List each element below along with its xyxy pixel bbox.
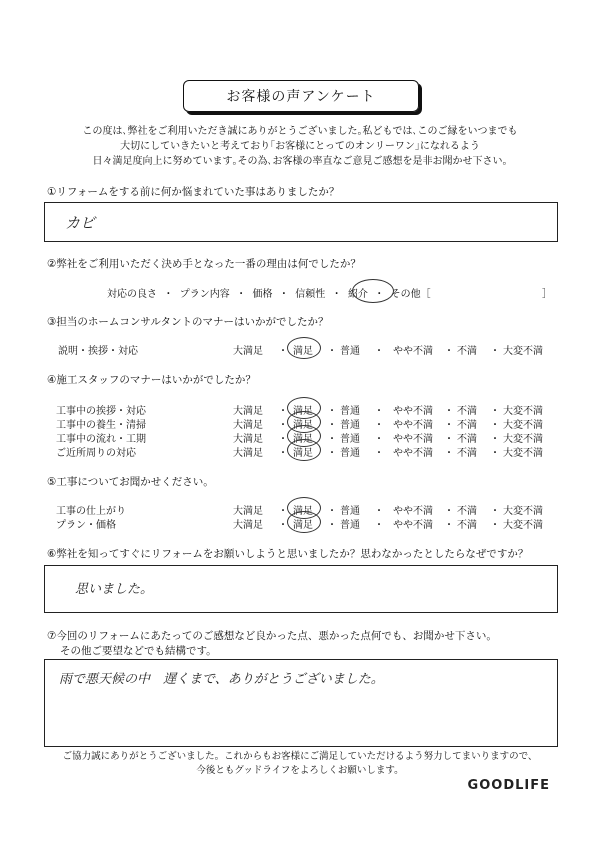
survey-title bbox=[183, 80, 419, 112]
survey-title-text: お客様の声アンケート bbox=[226, 89, 376, 105]
rating-option[interactable]: 普通 bbox=[340, 520, 360, 531]
q2-option-selected[interactable]: 紹介 bbox=[347, 289, 368, 300]
selection-circle bbox=[287, 439, 321, 461]
rating-option-selected[interactable]: 満足 bbox=[293, 434, 313, 445]
rating-option[interactable]: 不満 bbox=[457, 420, 477, 431]
rating-separator: ・ bbox=[490, 434, 500, 445]
q2-option[interactable]: 対応の良さ bbox=[107, 289, 157, 300]
q2-option[interactable]: その他［ bbox=[390, 289, 431, 300]
rating-separator: ・ bbox=[490, 506, 500, 517]
intro-line: 日々満足度向上に努めています｡その為､お客様の率直なご意見ご感想を是非お聞かせ下さい｡ bbox=[92, 156, 508, 167]
rating-option[interactable]: 大満足 bbox=[233, 506, 263, 517]
rating-separator: ・ bbox=[490, 420, 500, 431]
rating-option[interactable]: 普通 bbox=[340, 420, 360, 431]
rating-option[interactable]: 大満足 bbox=[233, 520, 263, 531]
rating-option[interactable]: 大変不満 bbox=[503, 506, 543, 517]
intro-line: この度は､弊社をご利用いただき誠にありがとうございました｡私どもでは､このご縁をいつまでも bbox=[82, 126, 518, 137]
rating-separator: ・ bbox=[374, 406, 384, 417]
q4-item-label: 工事中の養生・清掃 bbox=[56, 420, 146, 431]
q2-option[interactable]: 信頼性 bbox=[295, 289, 326, 300]
rating-option[interactable]: やや不満 bbox=[393, 346, 433, 357]
rating-separator: ・ bbox=[327, 434, 337, 445]
rating-option[interactable]: 不満 bbox=[457, 434, 477, 445]
answer-6-text: 思いました。 bbox=[75, 582, 154, 597]
rating-option[interactable]: 不満 bbox=[457, 520, 477, 531]
answer-box-1[interactable] bbox=[44, 202, 558, 242]
rating-separator: ・ bbox=[444, 506, 454, 517]
rating-option[interactable]: 不満 bbox=[457, 346, 477, 357]
rating-option[interactable]: 大変不満 bbox=[503, 434, 543, 445]
rating-option[interactable]: やや不満 bbox=[393, 406, 433, 417]
rating-option[interactable]: 大変不満 bbox=[503, 420, 543, 431]
rating-separator: ・ bbox=[327, 346, 337, 357]
rating-option[interactable]: 普通 bbox=[340, 346, 360, 357]
q3-item-label: 説明・挨拶・対応 bbox=[58, 346, 138, 357]
rating-option[interactable]: やや不満 bbox=[393, 448, 433, 459]
q2-options: 対応の良さ ・ プラン内容 ・ 価格 ・ 信頼性 ・ 紹介 ・ その他［ bbox=[107, 289, 431, 300]
rating-separator: ・ bbox=[374, 346, 384, 357]
rating-separator: ・ bbox=[444, 434, 454, 445]
answer-box-6[interactable] bbox=[44, 565, 558, 613]
rating-option[interactable]: 大変不満 bbox=[503, 448, 543, 459]
rating-separator: ・ bbox=[327, 406, 337, 417]
q5-item-label: 工事の仕上がり bbox=[56, 506, 126, 517]
selection-circle bbox=[352, 279, 394, 303]
rating-separator: ・ bbox=[278, 520, 288, 531]
rating-option[interactable]: 普通 bbox=[340, 506, 360, 517]
answer-7-text: 雨で悪天候の中 遅くまで、ありがとうございました。 bbox=[59, 672, 384, 687]
rating-separator: ・ bbox=[444, 420, 454, 431]
rating-separator: ・ bbox=[374, 448, 384, 459]
footer-text bbox=[0, 750, 600, 778]
question-3: ③担当のホームコンサルタントのマナーはいかがでしたか？ bbox=[47, 316, 329, 328]
rating-separator: ・ bbox=[278, 506, 288, 517]
q5-item-label: プラン・価格 bbox=[56, 520, 116, 531]
rating-separator: ・ bbox=[327, 506, 337, 517]
rating-option[interactable]: 大変不満 bbox=[503, 346, 543, 357]
rating-option[interactable]: 不満 bbox=[457, 448, 477, 459]
q4-item-label: 工事中の挨拶・対応 bbox=[56, 406, 146, 417]
q2-bracket-close: ］ bbox=[542, 289, 552, 300]
rating-separator: ・ bbox=[444, 406, 454, 417]
rating-separator: ・ bbox=[278, 434, 288, 445]
rating-option[interactable]: 大満足 bbox=[233, 406, 263, 417]
rating-separator: ・ bbox=[278, 406, 288, 417]
q4-item-label: ご近所周りの対応 bbox=[56, 448, 136, 459]
rating-option[interactable]: 大満足 bbox=[233, 420, 263, 431]
rating-separator: ・ bbox=[490, 520, 500, 531]
answer-box-7[interactable] bbox=[44, 659, 558, 747]
intro-text bbox=[0, 124, 600, 169]
rating-option[interactable]: 大満足 bbox=[233, 448, 263, 459]
rating-separator: ・ bbox=[444, 448, 454, 459]
rating-separator: ・ bbox=[327, 520, 337, 531]
intro-line: 大切にしていきたいと考えており｢お客様にとってのオンリーワン｣になれるよう bbox=[120, 141, 480, 152]
goodlife-logo: GOODLIFE bbox=[467, 778, 550, 793]
rating-separator: ・ bbox=[374, 520, 384, 531]
rating-option[interactable]: 大変不満 bbox=[503, 406, 543, 417]
rating-separator: ・ bbox=[327, 448, 337, 459]
rating-option[interactable]: やや不満 bbox=[393, 506, 433, 517]
rating-separator: ・ bbox=[374, 506, 384, 517]
q2-option[interactable]: プラン内容 bbox=[179, 289, 230, 300]
rating-option[interactable]: やや不満 bbox=[393, 520, 433, 531]
rating-separator: ・ bbox=[444, 520, 454, 531]
rating-option-selected[interactable]: 満足 bbox=[293, 406, 313, 417]
question-4: ④施工スタッフのマナーはいかがでしたか？ bbox=[47, 374, 256, 386]
rating-option[interactable]: 普通 bbox=[340, 406, 360, 417]
question-6: ⑥弊社を知ってすぐにリフォームをお願いしようと思いましたか？思わなかったとしたらなぜですか？ bbox=[47, 548, 529, 560]
rating-option[interactable]: やや不満 bbox=[393, 420, 433, 431]
rating-separator: ・ bbox=[374, 420, 384, 431]
rating-option-selected[interactable]: 満足 bbox=[293, 346, 313, 357]
rating-option-selected[interactable]: 満足 bbox=[293, 448, 313, 459]
footer-line: ご協力誠にありがとうございました。これからもお客様にご満足していただけるよう努力してまいりますので、 bbox=[62, 751, 538, 762]
rating-option[interactable]: 大満足 bbox=[233, 434, 263, 445]
rating-separator: ・ bbox=[374, 434, 384, 445]
rating-option[interactable]: 大満足 bbox=[233, 346, 263, 357]
rating-separator: ・ bbox=[490, 346, 500, 357]
rating-separator: ・ bbox=[278, 346, 288, 357]
rating-option[interactable]: やや不満 bbox=[393, 434, 433, 445]
footer-line: 今後ともグッドライフをよろしくお願いします。 bbox=[196, 765, 404, 776]
rating-option-selected[interactable]: 満足 bbox=[293, 506, 313, 517]
rating-separator: ・ bbox=[278, 420, 288, 431]
rating-option[interactable]: 大変不満 bbox=[503, 520, 543, 531]
rating-separator: ・ bbox=[444, 346, 454, 357]
rating-option[interactable]: 不満 bbox=[457, 406, 477, 417]
question-7-line-2: その他ご要望などでも結構です。 bbox=[60, 645, 217, 657]
selection-circle bbox=[287, 511, 321, 533]
rating-separator: ・ bbox=[490, 406, 500, 417]
rating-option-selected[interactable]: 満足 bbox=[293, 420, 313, 431]
answer-1-text: カビ bbox=[65, 214, 96, 232]
rating-separator: ・ bbox=[278, 448, 288, 459]
question-7-line-1: ⑦今回のリフォームにあたってのご感想など良かった点、悪かった点何でも、お聞かせ下さい。 bbox=[47, 630, 497, 642]
rating-separator: ・ bbox=[327, 420, 337, 431]
question-2: ②弊社をご利用いただく決め手となった一番の理由は何でしたか？ bbox=[47, 258, 361, 270]
selection-circle bbox=[287, 337, 321, 359]
question-5: ⑤工事についてお聞かせください。 bbox=[47, 476, 214, 488]
rating-option[interactable]: 普通 bbox=[340, 434, 360, 445]
q4-item-label: 工事中の流れ・工期 bbox=[56, 434, 146, 445]
rating-option[interactable]: 不満 bbox=[457, 506, 477, 517]
question-1: ①リフォームをする前に何か悩まれていた事はありましたか？ bbox=[47, 186, 340, 198]
rating-option[interactable]: 普通 bbox=[340, 448, 360, 459]
rating-option-selected[interactable]: 満足 bbox=[293, 520, 313, 531]
q2-option[interactable]: 価格 bbox=[252, 289, 273, 300]
rating-separator: ・ bbox=[490, 448, 500, 459]
